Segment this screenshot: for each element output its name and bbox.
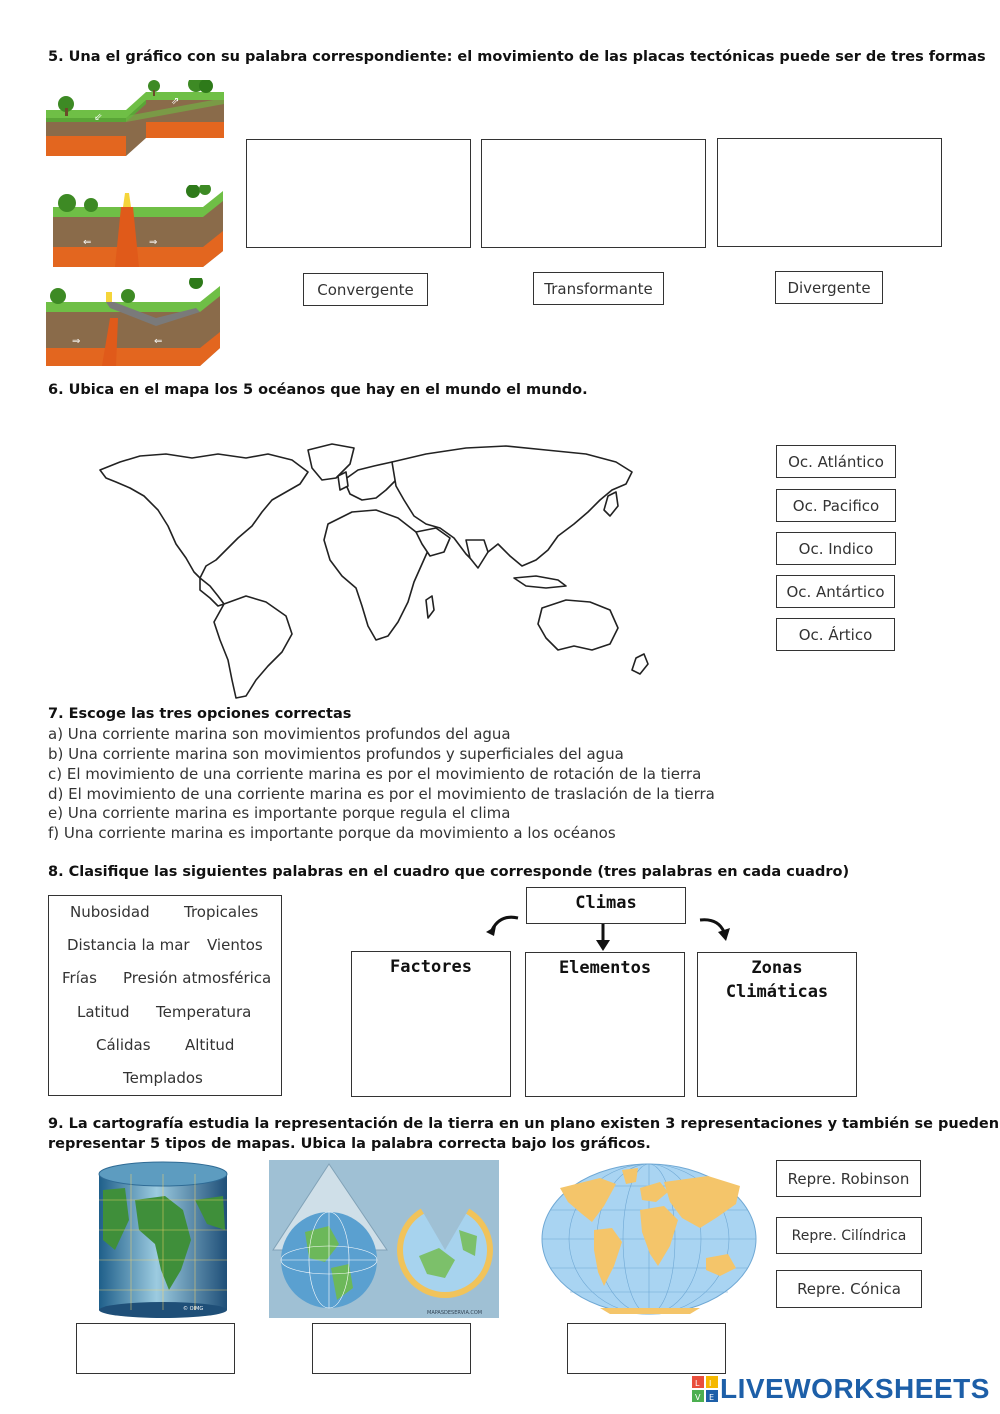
option-e[interactable]: e) Una corriente marina es importante porque regula el clima	[48, 804, 511, 822]
brand-wordmark: LIVEWORKSHEETS	[720, 1373, 990, 1404]
word-temperatura[interactable]: Temperatura	[156, 1003, 252, 1021]
word-nubosidad[interactable]: Nubosidad	[70, 903, 150, 921]
label-repre-cilindrica[interactable]: Repre. Cilíndrica	[776, 1217, 922, 1254]
word-presion-atmosferica[interactable]: Presión atmosférica	[123, 969, 272, 987]
liveworksheets-logo-icon	[692, 1376, 718, 1402]
arrow-left-icon	[482, 912, 522, 936]
q9-drop-box-1[interactable]	[76, 1323, 235, 1374]
arrow-down-icon	[594, 924, 612, 952]
image-caption: MAPASDESERVIA.COM	[427, 1310, 483, 1316]
svg-text:V: V	[695, 1393, 701, 1402]
ocean-label-artico[interactable]: Oc. Ártico	[776, 618, 895, 651]
word-distancia-la-mar[interactable]: Distancia la mar	[67, 936, 190, 954]
factores-box[interactable]	[351, 951, 511, 1097]
word-templados[interactable]: Templados	[123, 1069, 203, 1087]
zonas-climaticas-box[interactable]	[697, 952, 857, 1097]
word-altitud[interactable]: Altitud	[185, 1036, 235, 1054]
q7-title: 7. Escoge las tres opciones correctas	[48, 706, 352, 722]
q5-drop-box-1[interactable]	[246, 139, 471, 248]
option-a[interactable]: a) Una corriente marina son movimientos profundos del agua	[48, 725, 511, 743]
q9-title-line-2: representar 5 tipos de mapas. Ubica la palabra correcta bajo los gráficos.	[48, 1136, 651, 1152]
ocean-label-atlantico[interactable]: Oc. Atlántico	[776, 445, 896, 478]
q5-drop-box-2[interactable]	[481, 139, 706, 248]
q8-title: 8. Clasifique las siguientes palabras en el cuadro que corresponde (tres palabras en cada cuadro)	[48, 864, 850, 880]
world-outline-map[interactable]	[96, 440, 668, 702]
label-repre-conica[interactable]: Repre. Cónica	[776, 1270, 922, 1308]
zonas-heading: Zonas	[751, 958, 803, 978]
option-d[interactable]: d) El movimiento de una corriente marina es por el movimiento de traslación de la tierra	[48, 785, 715, 803]
elementos-box[interactable]	[525, 952, 685, 1097]
svg-text:⇙: ⇙	[94, 112, 103, 123]
word-vientos[interactable]: Vientos	[207, 936, 263, 954]
arrow-right-icon	[696, 914, 732, 942]
word-bank	[48, 895, 282, 1096]
svg-text:⇒: ⇒	[72, 336, 81, 347]
word-frias[interactable]: Frías	[62, 969, 97, 987]
q9-drop-box-3[interactable]	[567, 1323, 726, 1374]
label-divergente[interactable]: Divergente	[775, 271, 883, 304]
ocean-label-antartico[interactable]: Oc. Antártico	[776, 575, 895, 608]
climaticas-heading: Climáticas	[725, 982, 829, 1002]
svg-text:⇗: ⇗	[171, 96, 180, 107]
cylindrical-projection-image	[95, 1160, 231, 1320]
plate-divergent-icon	[53, 185, 225, 275]
copyright-mark: © OIMG	[183, 1306, 204, 1312]
ocean-label-pacifico[interactable]: Oc. Pacifico	[776, 489, 896, 522]
label-repre-robinson[interactable]: Repre. Robinson	[776, 1160, 921, 1197]
svg-text:I: I	[709, 1379, 712, 1388]
q9-title-line-1: 9. La cartografía estudia la representación de la tierra en un plano existen 3 representaciones y también se pueden	[48, 1116, 1000, 1132]
option-b[interactable]: b) Una corriente marina son movimientos profundos y superficiales del agua	[48, 745, 624, 763]
svg-text:⇐: ⇐	[83, 237, 92, 248]
svg-text:L: L	[695, 1379, 700, 1388]
plate-convergent-icon	[46, 278, 222, 370]
climas-root-label: Climas	[575, 893, 637, 913]
word-tropicales[interactable]: Tropicales	[184, 903, 259, 921]
q5-drop-box-3[interactable]	[717, 138, 942, 247]
robinson-projection-image	[540, 1162, 758, 1316]
factores-heading: Factores	[390, 957, 472, 977]
plate-transform-icon	[46, 80, 226, 172]
option-c[interactable]: c) El movimiento de una corriente marina es por el movimiento de rotación de la tierra	[48, 765, 702, 783]
conic-projection-image	[269, 1160, 499, 1318]
elementos-heading: Elementos	[558, 958, 652, 978]
option-f[interactable]: f) Una corriente marina es importante porque da movimiento a los océanos	[48, 824, 616, 842]
svg-text:⇒: ⇒	[149, 237, 158, 248]
q6-title: 6. Ubica en el mapa los 5 océanos que hay en el mundo el mundo.	[48, 382, 588, 398]
word-latitud[interactable]: Latitud	[77, 1003, 130, 1021]
climas-root-box	[526, 887, 686, 924]
svg-text:⇐: ⇐	[154, 336, 163, 347]
ocean-label-indico[interactable]: Oc. Indico	[776, 532, 896, 565]
label-convergente[interactable]: Convergente	[303, 273, 428, 306]
svg-text:E: E	[709, 1393, 715, 1402]
q9-drop-box-2[interactable]	[312, 1323, 471, 1374]
q5-title: 5. Una el gráfico con su palabra correspondiente: el movimiento de las placas tectónicas puede ser de tres formas	[48, 49, 986, 65]
word-calidas[interactable]: Cálidas	[96, 1036, 151, 1054]
label-transformante[interactable]: Transformante	[533, 272, 664, 305]
